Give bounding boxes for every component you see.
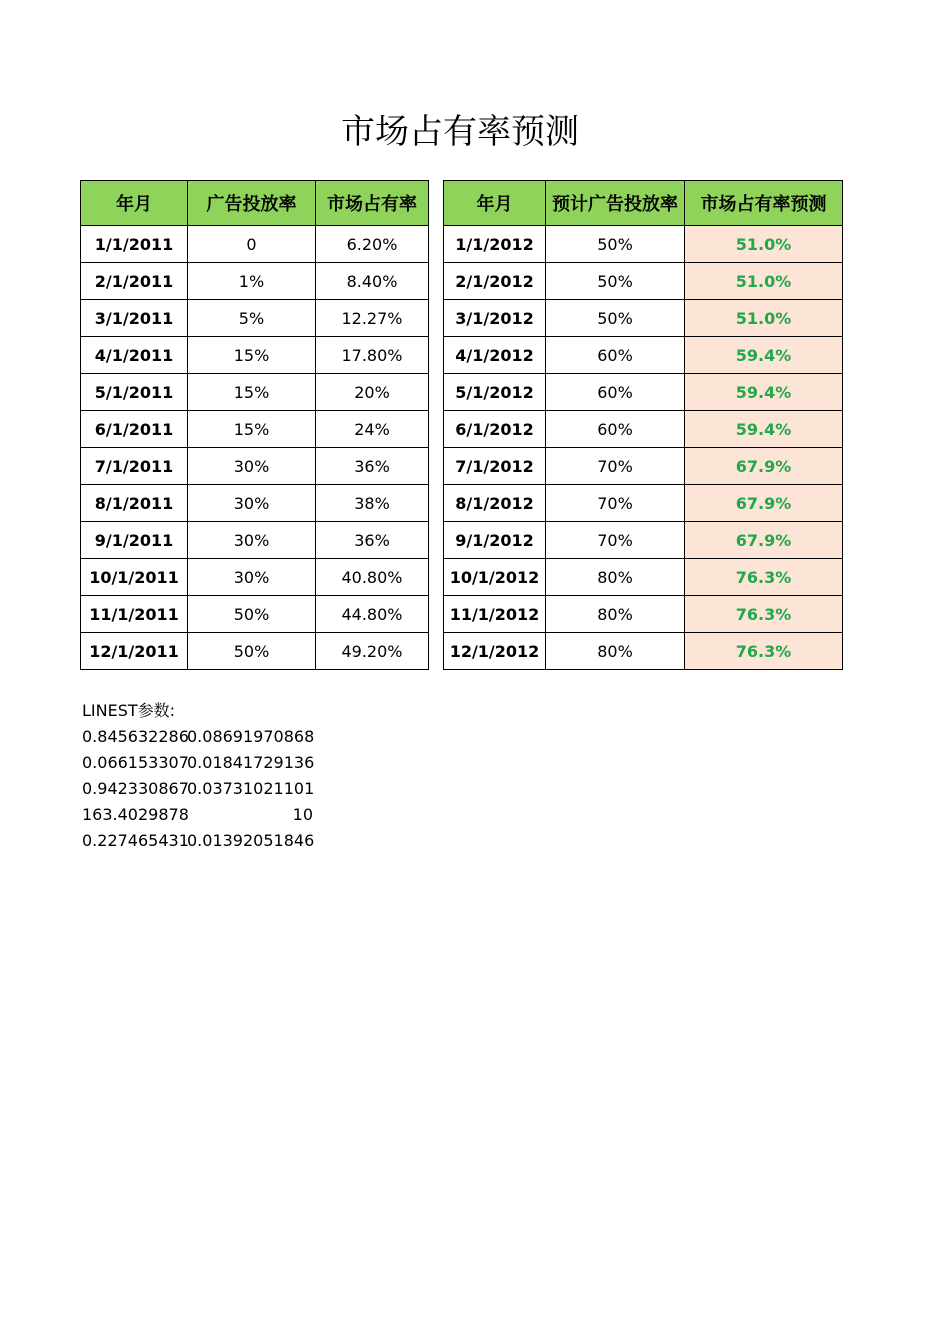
table-cell: 60%: [546, 374, 685, 411]
table-row: [444, 522, 843, 559]
table-cell: 38%: [316, 485, 429, 522]
linest-value: 10: [292, 805, 313, 824]
date-cell: 11/1/2011: [81, 596, 188, 633]
linest-row: [82, 724, 313, 750]
date-cell: 5/1/2011: [81, 374, 188, 411]
date-cell: 11/1/2012: [444, 596, 546, 633]
date-cell: 1/1/2011: [81, 226, 188, 263]
table-cell: 50%: [546, 263, 685, 300]
column-header-share-forecast: 市场占有率预测: [685, 181, 843, 226]
linest-parameters: [82, 698, 313, 854]
table-row: [444, 337, 843, 374]
date-cell: 2/1/2012: [444, 263, 546, 300]
table-cell: 30%: [188, 485, 316, 522]
table-row: [81, 633, 429, 670]
linest-label: LINEST参数:: [82, 701, 176, 720]
table-cell: 36%: [316, 448, 429, 485]
table-cell: 17.80%: [316, 337, 429, 374]
linest-value: 0.01392051846: [187, 831, 315, 850]
table-row: [81, 411, 429, 448]
table-row: [81, 596, 429, 633]
date-cell: 3/1/2011: [81, 300, 188, 337]
table-cell: 70%: [546, 522, 685, 559]
table-row: [81, 263, 429, 300]
date-cell: 6/1/2012: [444, 411, 546, 448]
date-cell: 6/1/2011: [81, 411, 188, 448]
table-row: [81, 559, 429, 596]
table-cell: 80%: [546, 596, 685, 633]
table-row: [444, 448, 843, 485]
table-cell: 24%: [316, 411, 429, 448]
date-cell: 9/1/2012: [444, 522, 546, 559]
date-cell: 12/1/2012: [444, 633, 546, 670]
table-row: [81, 522, 429, 559]
table-row: [444, 263, 843, 300]
table-cell: 30%: [188, 448, 316, 485]
table-cell: 15%: [188, 374, 316, 411]
linest-row: [82, 802, 313, 828]
table-row: [444, 300, 843, 337]
date-cell: 8/1/2012: [444, 485, 546, 522]
table-cell: 5%: [188, 300, 316, 337]
page-title: 市场占有率预测: [341, 112, 579, 152]
prediction-cell: 51.0%: [685, 300, 843, 337]
table-row: [81, 226, 429, 263]
date-cell: 2/1/2011: [81, 263, 188, 300]
date-cell: 3/1/2012: [444, 300, 546, 337]
column-header-ad-rate: 广告投放率: [188, 181, 316, 226]
table-row: [81, 374, 429, 411]
prediction-cell: 67.9%: [685, 485, 843, 522]
column-header-expected-ad-rate: 预计广告投放率: [546, 181, 685, 226]
date-cell: 7/1/2012: [444, 448, 546, 485]
date-cell: 5/1/2012: [444, 374, 546, 411]
prediction-cell: 59.4%: [685, 374, 843, 411]
table-row: [444, 374, 843, 411]
linest-row: [82, 776, 313, 802]
linest-row: [82, 828, 313, 854]
table-cell: 50%: [546, 300, 685, 337]
prediction-cell: 59.4%: [685, 337, 843, 374]
linest-value: 0.03731021101: [187, 779, 315, 798]
linest-value: 0.08691970868: [187, 727, 315, 746]
table-cell: 60%: [546, 411, 685, 448]
column-header-month: 年月: [444, 181, 546, 226]
linest-value: 0.227465431: [82, 831, 189, 850]
table-row: [81, 300, 429, 337]
prediction-cell: 51.0%: [685, 263, 843, 300]
table-row: [81, 485, 429, 522]
table-row: [81, 337, 429, 374]
date-cell: 9/1/2011: [81, 522, 188, 559]
table-cell: 36%: [316, 522, 429, 559]
table-cell: 1%: [188, 263, 316, 300]
date-cell: 8/1/2011: [81, 485, 188, 522]
prediction-cell: 67.9%: [685, 448, 843, 485]
table-row: [444, 559, 843, 596]
table-row: [444, 633, 843, 670]
date-cell: 4/1/2011: [81, 337, 188, 374]
table-cell: 8.40%: [316, 263, 429, 300]
table-cell: 50%: [546, 226, 685, 263]
table-cell: 50%: [188, 596, 316, 633]
table-row: [81, 448, 429, 485]
prediction-cell: 59.4%: [685, 411, 843, 448]
date-cell: 4/1/2012: [444, 337, 546, 374]
table-cell: 70%: [546, 448, 685, 485]
table-cell: 15%: [188, 337, 316, 374]
column-header-month: 年月: [81, 181, 188, 226]
table-cell: 12.27%: [316, 300, 429, 337]
date-cell: 1/1/2012: [444, 226, 546, 263]
linest-value: 0.066153307: [82, 753, 189, 772]
table-row: [444, 411, 843, 448]
table-2011-historical: [80, 180, 429, 670]
linest-value: 0.01841729136: [187, 753, 315, 772]
table-cell: 60%: [546, 337, 685, 374]
table-cell: 30%: [188, 522, 316, 559]
table-cell: 15%: [188, 411, 316, 448]
table-cell: 50%: [188, 633, 316, 670]
linest-value: 0.942330867: [82, 779, 189, 798]
prediction-cell: 51.0%: [685, 226, 843, 263]
table-cell: 0: [188, 226, 316, 263]
linest-value: 0.845632286: [82, 727, 189, 746]
prediction-cell: 67.9%: [685, 522, 843, 559]
column-header-market-share: 市场占有率: [316, 181, 429, 226]
table-cell: 6.20%: [316, 226, 429, 263]
date-cell: 7/1/2011: [81, 448, 188, 485]
table-row: [444, 226, 843, 263]
table-cell: 30%: [188, 559, 316, 596]
table-cell: 80%: [546, 633, 685, 670]
table-header-row: [81, 181, 429, 226]
table-cell: 80%: [546, 559, 685, 596]
table-header-row: [444, 181, 843, 226]
prediction-cell: 76.3%: [685, 559, 843, 596]
table-cell: 40.80%: [316, 559, 429, 596]
date-cell: 12/1/2011: [81, 633, 188, 670]
linest-row: [82, 750, 313, 776]
table-row: [444, 485, 843, 522]
table-cell: 44.80%: [316, 596, 429, 633]
table-cell: 49.20%: [316, 633, 429, 670]
prediction-cell: 76.3%: [685, 596, 843, 633]
table-cell: 20%: [316, 374, 429, 411]
table-2012-forecast: [443, 180, 843, 670]
table-row: [444, 596, 843, 633]
date-cell: 10/1/2012: [444, 559, 546, 596]
table-cell: 70%: [546, 485, 685, 522]
date-cell: 10/1/2011: [81, 559, 188, 596]
prediction-cell: 76.3%: [685, 633, 843, 670]
linest-value: 163.4029878: [82, 805, 189, 824]
